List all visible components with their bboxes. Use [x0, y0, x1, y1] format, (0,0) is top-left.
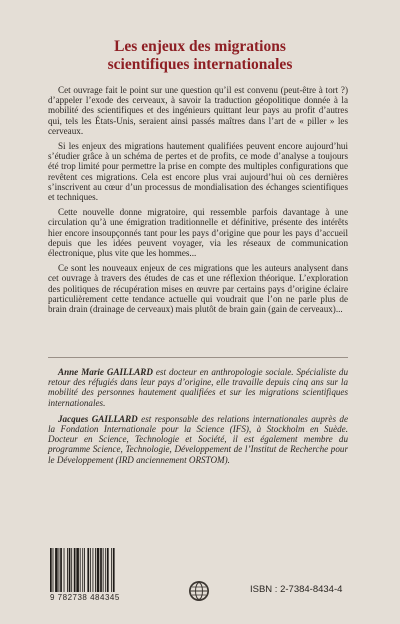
author-bios: [48, 367, 348, 471]
divider: [48, 357, 348, 358]
author-name: Jacques GAILLARD: [58, 413, 138, 424]
publisher-globe-icon: [188, 580, 210, 602]
title-line-2: scientifiques internationales: [107, 56, 293, 73]
barcode-number: 9 782738 484345: [50, 593, 120, 602]
author-bio-text: est docteur en anthropologie sociale. Spécialiste du retour des réfugiés dans leur pays d’origine, elle travaille depuis cinq ans sur la mobilité des personnes hautement qualifiées et sur les migrations scientifiques internationales.: [48, 367, 348, 408]
summary-paragraph: Cet ouvrage fait le point sur une question qu’il est convenu (peut-être à tort ?) d’appeler l’exode des cerveaux, à savoir la traduction géopolitique donnée à la mobilité des scientifiques et des ingénieurs quittant leur pays au profit d’autres qui, tels les États-Unis, seraient ainsi passés maîtres dans l’art de « piller » les cerveaux.: [48, 85, 348, 136]
summary-paragraph: Ce sont les nouveaux enjeux de ces migrations que les auteurs analysent dans cet ouvrage à travers des études de cas et une réflexion théorique. L’exploration des politiques de récupération mises en œuvre par certains pays d’origine éclaire particulièrement cette tendance actuelle qui voudrait que l’on ne parle plus de brain drain (drainage de cerveaux) mais plutôt de brain gain (gain de cerveaux)...: [48, 263, 348, 315]
author-bio: [48, 414, 348, 465]
summary-text: [48, 85, 348, 319]
book-title: [0, 38, 400, 74]
summary-paragraph: Cette nouvelle donne migratoire, qui ressemble parfois davantage à une circulation qu’à une émigration traditionnelle et définitive, présente des intérêts hier encore insoupçonnés tant pour les pays d’origine que pour les pays d’accueil depuis que les idées peuvent voyager, via les réseaux de communication électronique, plus vite que les hommes...: [48, 207, 348, 259]
author-name: Anne Marie GAILLARD: [58, 367, 153, 377]
barcode: [50, 548, 135, 603]
author-bio: [48, 367, 348, 408]
isbn: ISBN : 2-7384-8434-4: [250, 584, 343, 595]
title-line-1: Les enjeux des migrations: [114, 38, 286, 55]
summary-paragraph: Si les enjeux des migrations hautement qualifiées peuvent encore aujourd’hui s’étudier grâce à un schéma de pertes et de profits, ce mode d’analyse a toujours été trop limité pour permettre la prise en compte des multiples configurations que revêtent ces migrations. Cela est encore plus vrai aujourd’hui où ces dernières s’inscrivent au cœur d’un processus de mondialisation des échanges scientifiques et techniques.: [48, 141, 348, 203]
barcode-icon: [50, 548, 135, 592]
author-bio-text: est responsable des relations internationales auprès de la Fondation Internationale pour la Science (IFS), à Stockholm en Suède. Docteur en Science, Technologie et Société, il est également membre du programme Science, Technologie, Développement de l’Institut de Recherche pour le Développement (IRD anciennement ORSTOM).: [48, 413, 349, 465]
